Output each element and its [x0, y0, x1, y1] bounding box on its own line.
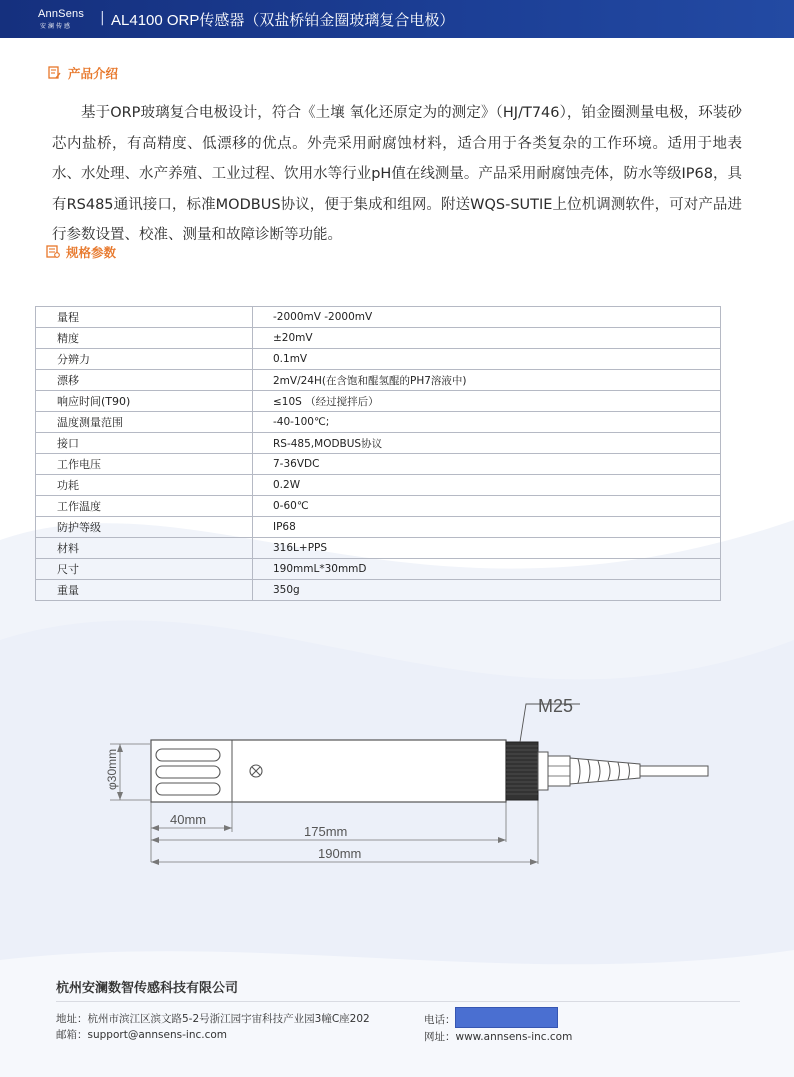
connector-nut	[548, 756, 570, 786]
table-row	[36, 391, 721, 412]
table-row	[36, 307, 721, 328]
table-row	[36, 433, 721, 454]
cable	[640, 766, 708, 776]
intro-heading-text: 产品介绍	[68, 66, 119, 81]
spec-value: 190mmL*30mmD	[253, 559, 721, 580]
diameter-label: φ30mm	[105, 748, 119, 790]
spec-value: 0.1mV	[253, 349, 721, 370]
spec-value: 7-36VDC	[253, 454, 721, 475]
spec-value: ±20mV	[253, 328, 721, 349]
footer-divider	[56, 1001, 740, 1002]
header-bar	[0, 0, 794, 38]
table-row	[36, 370, 721, 391]
company-name: 杭州安澜数智传感科技有限公司	[56, 981, 239, 996]
table-row	[36, 412, 721, 433]
table-row	[36, 538, 721, 559]
spec-table	[35, 306, 721, 601]
spec-label: 接口	[36, 433, 253, 454]
table-row	[36, 328, 721, 349]
logo-text: AnnSens	[38, 8, 85, 20]
spec-label: 尺寸	[36, 559, 253, 580]
spec-label: 重量	[36, 580, 253, 601]
spec-label: 温度测量范围	[36, 412, 253, 433]
sensor-dimension-drawing	[100, 682, 720, 872]
spec-value: 350g	[253, 580, 721, 601]
spec-value: 2mV/24H(在含饱和醌氢醌的PH7溶液中)	[253, 370, 721, 391]
footer-website: 网址：www.annsens-inc.com	[424, 1031, 573, 1043]
spec-value: IP68	[253, 517, 721, 538]
table-row	[36, 496, 721, 517]
header-divider: |	[100, 10, 105, 26]
spec-value: 0.2W	[253, 475, 721, 496]
footer-phone-label: 电话：	[424, 1014, 456, 1026]
spec-label: 漂移	[36, 370, 253, 391]
spec-label: 响应时间(T90)	[36, 391, 253, 412]
table-row	[36, 454, 721, 475]
thread-section	[506, 742, 538, 800]
phone-redaction-box	[455, 1007, 558, 1028]
table-row	[36, 559, 721, 580]
logo-subtext: 安澜传感	[40, 23, 73, 30]
intro-paragraph: 基于ORP玻璃复合电极设计，符合《土壤 氧化还原定为的测定》（HJ/T746），铂金圈测量电极，环装砂芯内盐桥，有高精度、低漂移的优点。外壳采用耐腐蚀材料，适合用于各类复杂的工作环境。适用于地表水、水处理、水产养殖、工业过程、饮用水等行业pH值在线测量。产品采用耐腐蚀壳体，防水等级IP68，具有RS485通讯接口，标准MODBUS协议，便于集成和组网。附送WQS-SUTIE上位机调测软件，可对产品进行参数设置、校准、测量和故障诊断等功能。	[52, 105, 742, 243]
dim-40-label: 40mm	[170, 812, 207, 827]
page-title: AL4100 ORP传感器（双盐桥铂金圈玻璃复合电极）	[111, 12, 455, 29]
spec-label: 精度	[36, 328, 253, 349]
spec-label: 分辨力	[36, 349, 253, 370]
table-row	[36, 475, 721, 496]
footer-address: 地址：杭州市滨江区滨文路5-2号浙江园宇宙科技产业园3幢C座202	[56, 1013, 370, 1025]
spec-list-icon	[46, 245, 60, 258]
spec-value: ≤10S （经过搅拌后）	[253, 391, 721, 412]
table-row	[36, 349, 721, 370]
dim-175-label: 175mm	[304, 824, 348, 839]
dim-190-label: 190mm	[318, 846, 362, 861]
document-edit-icon	[48, 66, 61, 79]
footer-email: 邮箱：support@annsens-inc.com	[56, 1029, 228, 1041]
spec-value: -40-100℃;	[253, 412, 721, 433]
specs-heading-text: 规格参数	[66, 245, 117, 260]
spec-value: 0-60℃	[253, 496, 721, 517]
brand-logo	[38, 8, 92, 30]
spec-label: 材料	[36, 538, 253, 559]
spec-label: 工作电压	[36, 454, 253, 475]
thread-label: M25	[538, 696, 574, 716]
table-row	[36, 517, 721, 538]
spec-value: -2000mV -2000mV	[253, 307, 721, 328]
spec-value: RS-485,MODBUS协议	[253, 433, 721, 454]
spec-label: 工作温度	[36, 496, 253, 517]
spec-label: 功耗	[36, 475, 253, 496]
spec-label: 防护等级	[36, 517, 253, 538]
spec-value: 316L+PPS	[253, 538, 721, 559]
spec-label: 量程	[36, 307, 253, 328]
table-row	[36, 580, 721, 601]
